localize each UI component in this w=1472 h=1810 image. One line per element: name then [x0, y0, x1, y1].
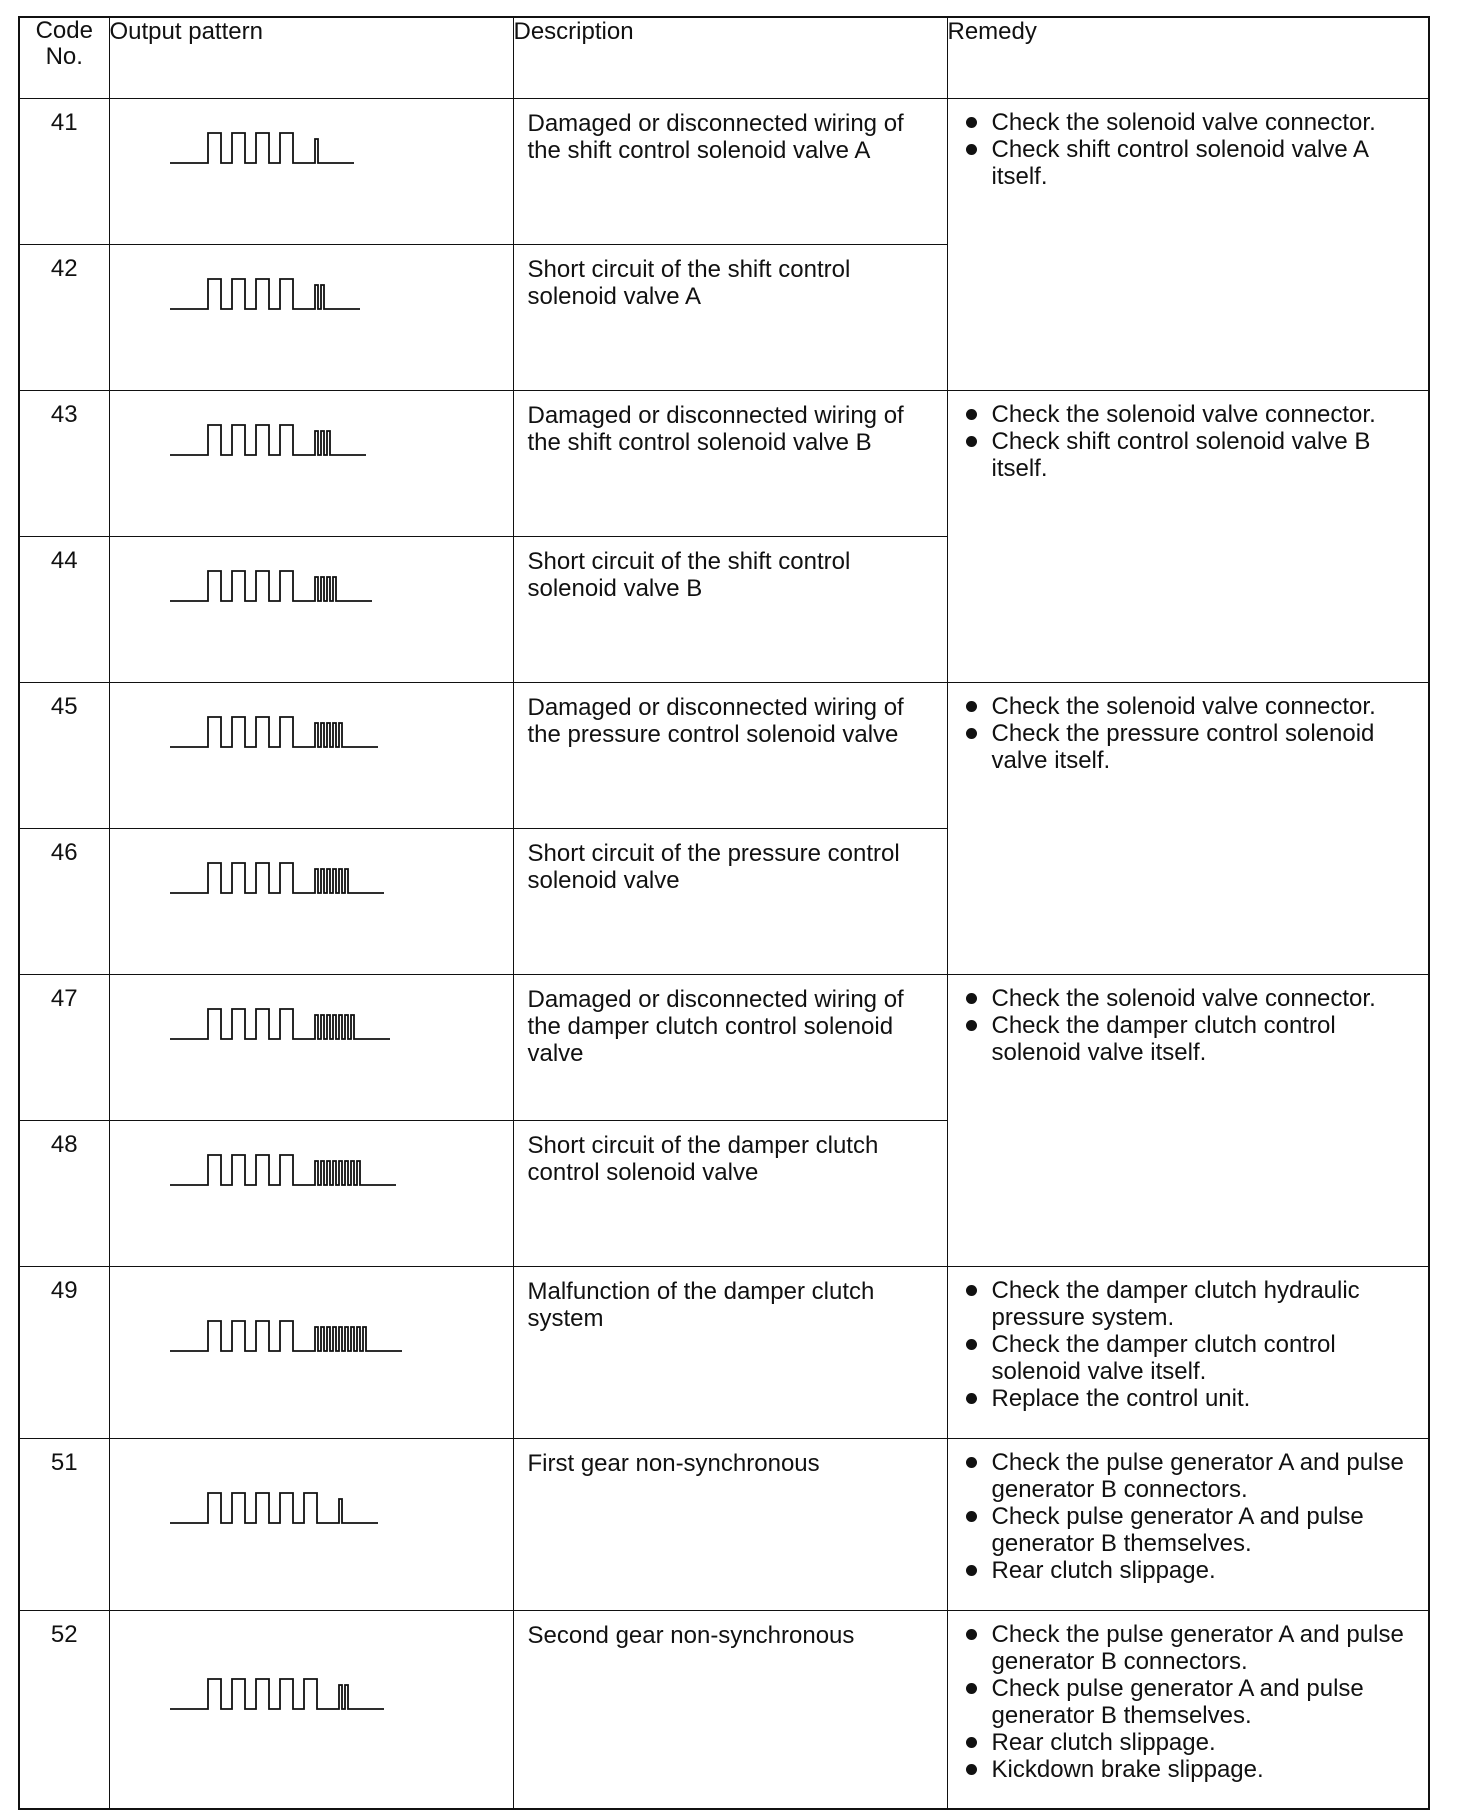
remedy-item: Check shift control solenoid valve A itself. [960, 136, 1421, 190]
table-row [19, 1611, 1429, 1810]
waveform-trace [170, 1321, 402, 1351]
pulse-waveform [110, 1439, 514, 1610]
header-code-no: Code No. [19, 17, 109, 99]
remedy-item: Check pulse generator A and pulse generator B themselves. [960, 1503, 1421, 1557]
remedy-cell [947, 99, 1429, 391]
code-cell: 52 [19, 1611, 109, 1810]
description-cell: First gear non-synchronous [513, 1439, 947, 1611]
code-cell: 42 [19, 245, 109, 391]
remedy-list [960, 1621, 1421, 1783]
output-pattern-cell [109, 1267, 513, 1439]
output-pattern-cell [109, 99, 513, 245]
remedy-item: Check the solenoid valve connector. [960, 693, 1421, 720]
code-cell: 41 [19, 99, 109, 245]
table-row [19, 683, 1429, 829]
table-header-row [19, 17, 1429, 99]
bullet-icon [966, 1457, 977, 1468]
description-cell: Short circuit of the shift control solenoid valve A [513, 245, 947, 391]
waveform-trace [170, 1493, 378, 1523]
waveform-trace [170, 425, 366, 455]
bullet-icon [966, 1764, 977, 1775]
description-cell: Damaged or disconnected wiring of the pressure control solenoid valve [513, 683, 947, 829]
bullet-icon [966, 1737, 977, 1748]
remedy-list [960, 401, 1421, 482]
waveform-trace [170, 279, 360, 309]
remedy-list [960, 1449, 1421, 1584]
waveform-trace [170, 571, 372, 601]
output-pattern-cell [109, 1439, 513, 1611]
remedy-item: Check pulse generator A and pulse generator B themselves. [960, 1675, 1421, 1729]
bullet-icon [966, 1020, 977, 1031]
pulse-waveform [110, 391, 514, 536]
bullet-icon [966, 993, 977, 1004]
bullet-icon [966, 728, 977, 739]
description-cell: Damaged or disconnected wiring of the shift control solenoid valve A [513, 99, 947, 245]
pulse-waveform [110, 1267, 514, 1438]
output-pattern-cell [109, 683, 513, 829]
code-cell: 51 [19, 1439, 109, 1611]
table-row [19, 1439, 1429, 1611]
remedy-cell [947, 1439, 1429, 1611]
diagnostic-code-table [18, 16, 1430, 1810]
bullet-icon [966, 1393, 977, 1404]
remedy-item: Replace the control unit. [960, 1385, 1421, 1412]
output-pattern-cell [109, 245, 513, 391]
code-cell: 49 [19, 1267, 109, 1439]
remedy-cell [947, 391, 1429, 683]
bullet-icon [966, 1511, 977, 1522]
table-row [19, 99, 1429, 245]
bullet-icon [966, 117, 977, 128]
bullet-icon [966, 1285, 977, 1296]
remedy-item: Check the damper clutch control solenoid valve itself. [960, 1331, 1421, 1385]
table-row [19, 975, 1429, 1121]
waveform-trace [170, 1155, 396, 1185]
bullet-icon [966, 409, 977, 420]
pulse-waveform [110, 245, 514, 390]
remedy-list [960, 985, 1421, 1066]
waveform-trace [170, 1009, 390, 1039]
waveform-trace [170, 1679, 384, 1709]
header-description: Description [513, 17, 947, 99]
header-output-pattern: Output pattern [109, 17, 513, 99]
remedy-cell [947, 683, 1429, 975]
remedy-cell [947, 1267, 1429, 1439]
pulse-waveform [110, 829, 514, 974]
bullet-icon [966, 701, 977, 712]
remedy-item: Kickdown brake slippage. [960, 1756, 1421, 1783]
description-cell: Malfunction of the damper clutch system [513, 1267, 947, 1439]
description-cell: Short circuit of the damper clutch control solenoid valve [513, 1121, 947, 1267]
output-pattern-cell [109, 1611, 513, 1810]
code-cell: 45 [19, 683, 109, 829]
output-pattern-cell [109, 975, 513, 1121]
bullet-icon [966, 144, 977, 155]
remedy-item: Check the pressure control solenoid valve itself. [960, 720, 1421, 774]
remedy-cell [947, 975, 1429, 1267]
remedy-item: Check the damper clutch hydraulic pressure system. [960, 1277, 1421, 1331]
description-cell: Second gear non-synchronous [513, 1611, 947, 1810]
waveform-trace [170, 717, 378, 747]
code-cell: 44 [19, 537, 109, 683]
code-cell: 47 [19, 975, 109, 1121]
remedy-cell [947, 1611, 1429, 1810]
table-row [19, 1267, 1429, 1439]
remedy-item: Check the damper clutch control solenoid valve itself. [960, 1012, 1421, 1066]
output-pattern-cell [109, 537, 513, 683]
bullet-icon [966, 1683, 977, 1694]
description-cell: Short circuit of the pressure control solenoid valve [513, 829, 947, 975]
pulse-waveform [110, 683, 514, 828]
code-cell: 48 [19, 1121, 109, 1267]
description-cell: Short circuit of the shift control solenoid valve B [513, 537, 947, 683]
output-pattern-cell [109, 829, 513, 975]
remedy-item: Check the solenoid valve connector. [960, 401, 1421, 428]
waveform-trace [170, 133, 354, 163]
pulse-waveform [110, 1121, 514, 1266]
pulse-waveform [110, 537, 514, 682]
bullet-icon [966, 1629, 977, 1640]
remedy-list [960, 1277, 1421, 1412]
pulse-waveform [110, 1611, 514, 1808]
output-pattern-cell [109, 391, 513, 537]
header-remedy: Remedy [947, 17, 1429, 99]
bullet-icon [966, 1339, 977, 1350]
description-cell: Damaged or disconnected wiring of the shift control solenoid valve B [513, 391, 947, 537]
output-pattern-cell [109, 1121, 513, 1267]
table-row [19, 391, 1429, 537]
pulse-waveform [110, 975, 514, 1120]
bullet-icon [966, 436, 977, 447]
bullet-icon [966, 1565, 977, 1576]
description-cell: Damaged or disconnected wiring of the damper clutch control solenoid valve [513, 975, 947, 1121]
remedy-list [960, 109, 1421, 190]
remedy-item: Rear clutch slippage. [960, 1557, 1421, 1584]
pulse-waveform [110, 99, 514, 244]
remedy-item: Check the solenoid valve connector. [960, 985, 1421, 1012]
remedy-item: Rear clutch slippage. [960, 1729, 1421, 1756]
code-cell: 43 [19, 391, 109, 537]
waveform-trace [170, 863, 384, 893]
remedy-item: Check the solenoid valve connector. [960, 109, 1421, 136]
remedy-item: Check shift control solenoid valve B itself. [960, 428, 1421, 482]
remedy-list [960, 693, 1421, 774]
code-cell: 46 [19, 829, 109, 975]
remedy-item: Check the pulse generator A and pulse generator B connectors. [960, 1621, 1421, 1675]
remedy-item: Check the pulse generator A and pulse generator B connectors. [960, 1449, 1421, 1503]
